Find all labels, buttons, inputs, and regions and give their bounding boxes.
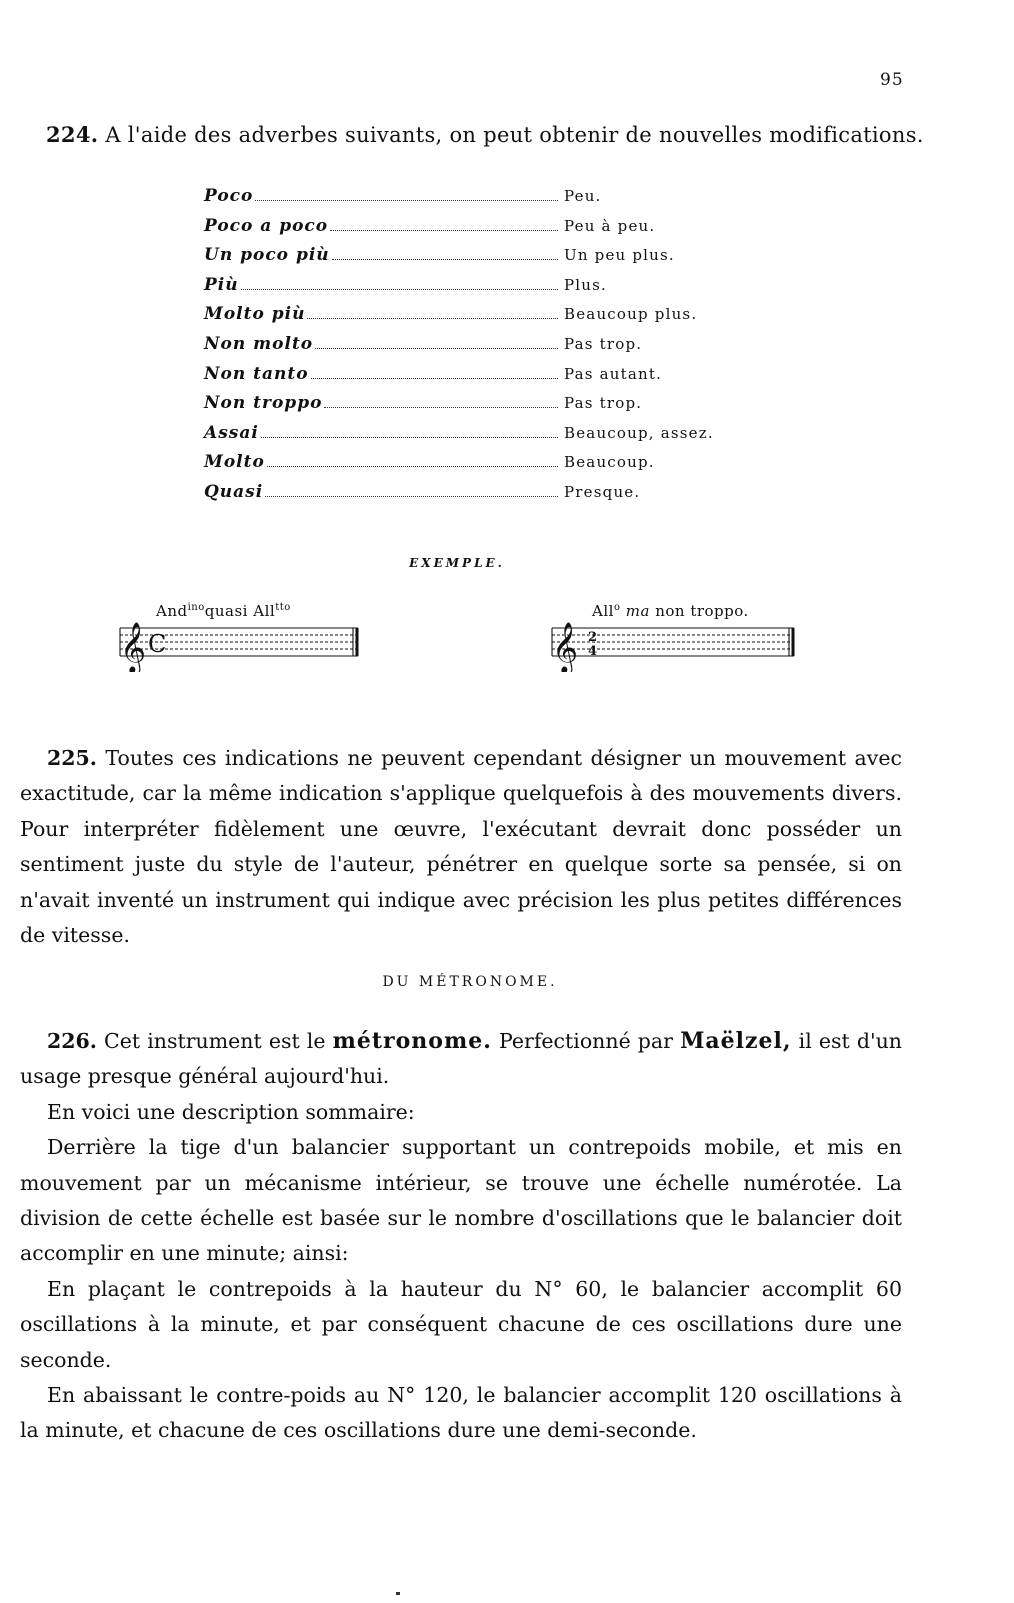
time-signature-top: 2 [588, 630, 598, 645]
adverb-meaning: Beaucoup plus. [564, 305, 698, 324]
adverb-term: Molto più [204, 304, 306, 325]
page-mark [396, 1592, 400, 1595]
section-225-number: 225. [47, 746, 97, 770]
adverb-meaning: Beaucoup, assez. [564, 423, 714, 442]
example-title: EXEMPLE. [409, 556, 505, 570]
adverb-meaning: Beaucoup. [564, 453, 655, 472]
section-224-text: A l'aide des adverbes suivants, on peut obtenir de nouvelles modifications. [105, 123, 924, 147]
metronome-term: métronome. [332, 1028, 492, 1054]
adverb-meaning: Un peu plus. [564, 246, 675, 265]
adverb-term: Un poco più [204, 245, 330, 266]
section-224 [46, 122, 924, 147]
adverb-term: Poco [204, 186, 254, 206]
adverb-row [204, 393, 724, 423]
adverb-meaning: Peu à peu. [564, 216, 656, 235]
adverb-row [204, 423, 724, 453]
adverb-term: Non troppo [204, 393, 323, 414]
time-signature-bottom: 4 [588, 644, 598, 659]
adverb-meaning: Peu. [564, 187, 602, 205]
page-number: 95 [880, 70, 904, 90]
section-226-number: 226. [47, 1029, 97, 1053]
adverb-term: Non tanto [204, 363, 309, 384]
section-226-text-b: Perfectionné par [499, 1029, 673, 1053]
adverb-row [204, 334, 724, 364]
adverb-meaning: Pas autant. [564, 364, 663, 383]
paragraph-mechanism: Derrière la tige d'un balancier supportant un contrepoids mobile, et mis en mouvement par un mécanisme intérieur, se trouve une échelle numérotée. La division de cette échelle est basée sur le nombre d'oscillations que le balancier doit accomplir en une minute; ainsi: [20, 1135, 902, 1266]
paragraph-description: En voici une description sommaire: [47, 1099, 415, 1124]
adverb-term: Più [204, 274, 239, 295]
section-226-text-c: il est d'un usage presque général aujourd'hui. [20, 1029, 902, 1089]
time-signature: C [148, 630, 167, 658]
adverb-term: Assai [204, 422, 259, 443]
adverb-meaning: Presque. [564, 482, 641, 501]
treble-clef-icon: 𝄞 [552, 622, 579, 672]
adverb-row [204, 216, 724, 246]
section-225 [20, 741, 902, 953]
section-226 [20, 1024, 902, 1449]
maelzel-name: Maëlzel, [680, 1028, 792, 1054]
section-226-text-a: Cet instrument est le [104, 1029, 326, 1053]
section-224-number: 224. [46, 122, 99, 147]
treble-clef-icon: 𝄞 [120, 622, 147, 672]
adverb-term: Molto [204, 452, 265, 473]
adverb-term: Non molto [204, 333, 314, 354]
adverb-row [204, 304, 724, 334]
adverb-term: Quasi [204, 481, 264, 502]
adverb-meaning: Pas trop. [564, 394, 643, 413]
adverb-row [204, 245, 724, 275]
staff-2-label: All$^o$ ma non troppo. [592, 602, 749, 620]
adverb-row [204, 482, 724, 512]
section-title: DU MÉTRONOME. [382, 974, 558, 990]
section-225-text: Toutes ces indications ne peuvent cependant désigner un mouvement avec exactitude, car la même indication s'applique quelquefois à des mouvements divers. Pour interpréter fidèlement une œuvre, l'exécutant devrait donc posséder un sentiment juste du style de l'auteur, pénétrer en quelque sorte sa pensée, si on n'avait inventé un instrument qui indique avec précision les plus petites différences de vitesse. [20, 746, 902, 948]
adverb-row [204, 364, 724, 394]
paragraph-n120: En abaissant le contre-poids au N° 120, le balancier accomplit 120 oscillations à la minute, et chacune de ces oscillations dure une demi-seconde. [20, 1383, 902, 1443]
adverb-table [204, 186, 724, 512]
adverb-row [204, 275, 724, 305]
adverb-meaning: Plus. [564, 275, 608, 294]
paragraph-n60: En plaçant le contrepoids à la hauteur du N° 60, le balancier accomplit 60 oscillations à la minute, et par conséquent chacune de ces oscillations dure une seconde. [20, 1276, 902, 1372]
adverb-term: Poco a poco [204, 215, 329, 236]
adverb-row [204, 186, 724, 216]
adverb-meaning: Pas trop. [564, 334, 643, 353]
staff-1-label: And$^{ino}$quasi All$^{tto}$ [156, 602, 291, 620]
music-staff-1 [118, 616, 364, 672]
adverb-row [204, 452, 724, 482]
music-staff-2 [550, 616, 800, 672]
